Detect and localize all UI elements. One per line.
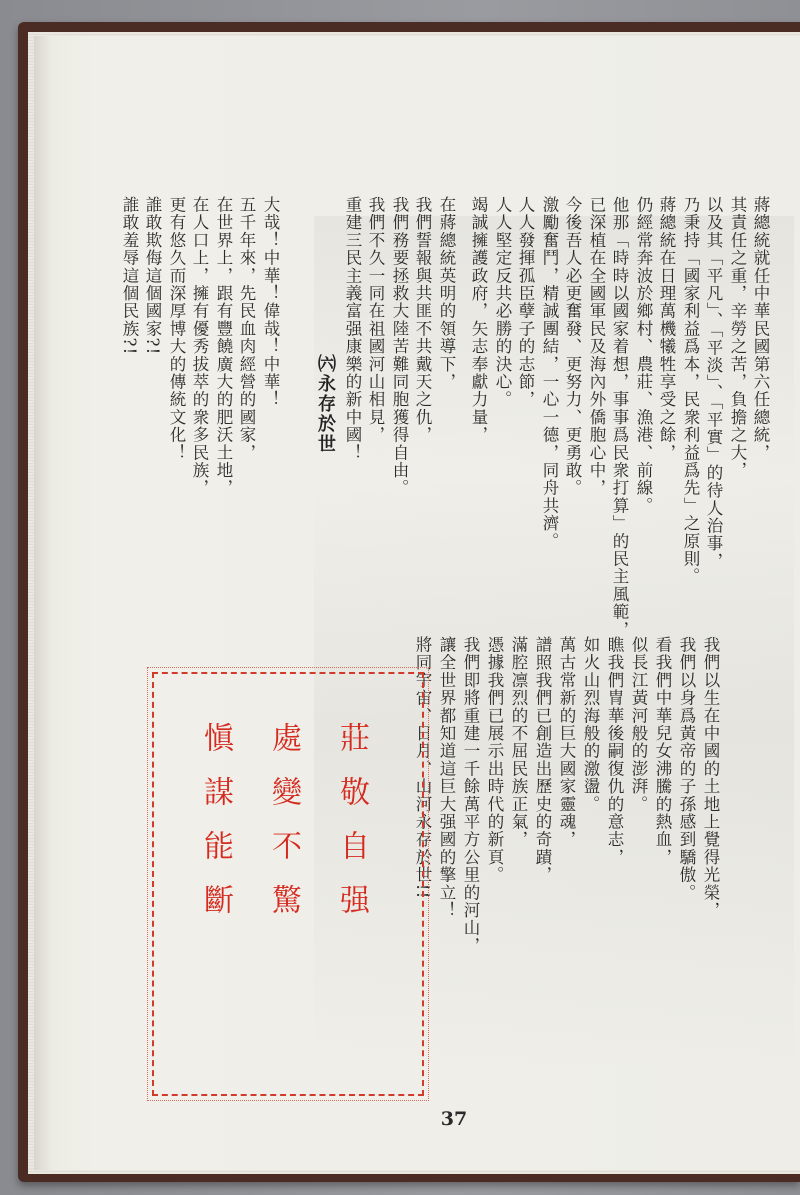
text-column: 五千年來，先民血肉經營的國家， xyxy=(237,196,256,462)
text-column: 竭誠擁護政府，矢志奉獻力量， xyxy=(469,196,488,444)
text-column: 已深植在全國軍民及海內外僑胞心中， xyxy=(587,196,606,497)
text-column: 我們不久一同在祖國河山相見， xyxy=(366,196,385,444)
text-column: 憑據我們已展示出時代的新頁。 xyxy=(485,636,504,884)
section-heading: ㈥永存於世 xyxy=(315,354,336,454)
motto-column: 莊敬自强 xyxy=(334,722,369,938)
motto-column: 處變不驚 xyxy=(266,722,301,938)
text-column: 我們以身爲黃帝的子孫感到驕傲。 xyxy=(677,636,696,902)
text-column: 我們即將重建一千餘萬平方公里的河山， xyxy=(461,636,480,955)
text-column: 重建三民主義富强康樂的新中國！ xyxy=(343,196,362,462)
text-column: 看我們中華兒女沸騰的熱血， xyxy=(653,636,672,867)
text-column: 誰敢欺侮這個國家?! xyxy=(143,196,162,356)
text-column: 今後吾人必更奮發、更努力、更勇敢。 xyxy=(563,196,582,497)
text-column: 滿腔凛烈的不屈民族正氣， xyxy=(509,636,528,849)
text-column: 他那「時時以國家着想，事事爲民衆打算」的民主風範， xyxy=(610,196,629,639)
text-column: 萬古常新的巨大國家靈魂， xyxy=(557,636,576,849)
text-column: 蔣總統就任中華民國第六任總統， xyxy=(751,196,770,462)
text-column: 乃秉持「國家利益爲本，民衆利益爲先」之原則。 xyxy=(681,196,700,586)
page-number: 37 xyxy=(440,1108,468,1130)
text-column: 讓全世界都知道這巨大强國的擎立！ xyxy=(437,636,456,920)
text-column: 蔣總統在日理萬機犧牲享受之餘， xyxy=(657,196,676,462)
motto-column: 愼謀能斷 xyxy=(198,722,233,938)
text-column: 譜照我們已創造出歷史的奇蹟， xyxy=(533,636,552,884)
text-column: 在世界上，跟有豐饒廣大的肥沃土地， xyxy=(214,196,233,497)
text-column: 大哉！中華！偉哉！中華！ xyxy=(261,196,280,409)
text-column: 在蔣總統英明的領導下， xyxy=(437,196,456,391)
motto-seal xyxy=(152,672,424,1096)
text-column: 其責任之重，辛勞之苦，負擔之大， xyxy=(728,196,747,480)
text-column: 似長江黃河般的澎湃。 xyxy=(629,636,648,813)
text-column: 瞧我們冑華後嗣復仇的意志， xyxy=(605,636,624,867)
book-page xyxy=(34,36,800,1170)
text-column: 以及其「平凡」、「平淡」、「平實」的待人治事， xyxy=(704,196,723,571)
text-column: 我們誓報與共匪不共戴天之仇， xyxy=(413,196,432,444)
text-column: 我們以生在中國的土地上覺得光榮， xyxy=(701,636,720,920)
text-column: 人人發揮孤臣孽子的志節， xyxy=(516,196,535,409)
text-column: 我們務要拯救大陸苦難同胞獲得自由。 xyxy=(390,196,409,497)
text-column: 人人堅定反共必勝的決心。 xyxy=(493,196,512,409)
text-column: 如火山烈海般的激盪。 xyxy=(581,636,600,813)
text-column: 誰敢羞辱這個民族?! xyxy=(120,196,139,356)
text-column: 更有悠久而深厚博大的傳統文化！ xyxy=(167,196,186,462)
text-column: 將同宇宙、日月、山河永存於世!! xyxy=(413,636,432,900)
text-column: 激勵奮鬥，精誠團結，一心一德，同舟共濟。 xyxy=(540,196,559,550)
text-column: 在人口上，擁有優秀拔萃的衆多民族， xyxy=(190,196,209,497)
text-column: 仍經常奔波於鄉村、農莊、漁港、前線。 xyxy=(634,196,653,515)
